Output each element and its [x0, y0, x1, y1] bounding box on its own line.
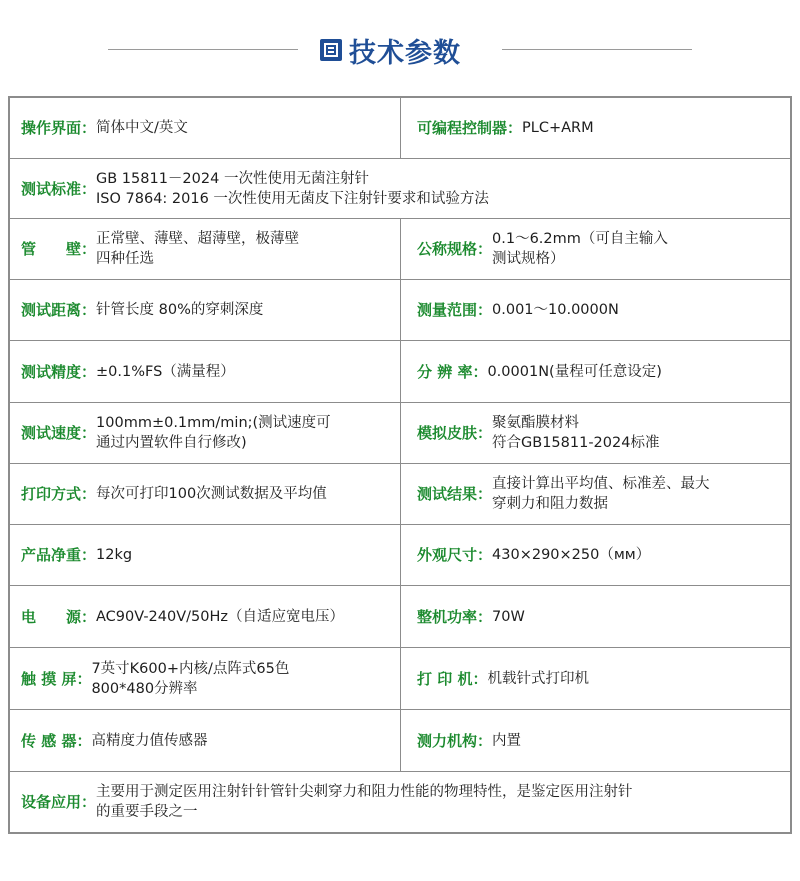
spec-row: [10, 280, 790, 341]
spec-value: 主要用于测定医用注射针针管针尖刺穿力和阻力性能的物理特性，是鉴定医用注射针 的重要手段之一: [96, 784, 633, 820]
spec-cell-left: [10, 219, 401, 279]
spec-label: 测试速度：: [21, 424, 97, 442]
spec-row: [10, 219, 790, 280]
spec-cell-right: [401, 280, 790, 340]
spec-label: 管 壁：: [21, 240, 97, 258]
spec-label: 电 源：: [21, 607, 97, 626]
spec-value: GB 15811－2024 一次性使用无菌注射针 ISO 7864: 2016 一次性使用无菌皮下注射针要求和试验方法: [96, 170, 489, 207]
spec-cell-left: [10, 280, 401, 340]
spec-label: 测试距离：: [21, 301, 97, 319]
spec-label: 操作界面：: [21, 119, 97, 137]
spec-cell-right: [401, 586, 790, 647]
spec-label: 测试结果：: [417, 485, 493, 503]
page-title: 技术参数: [349, 37, 461, 69]
spec-label: 模拟皮肤：: [417, 424, 493, 442]
spec-row: [10, 159, 790, 219]
spec-label: 分 辨 率：: [417, 362, 488, 381]
spec-label: 传 感 器：: [21, 731, 92, 750]
spec-row: [10, 648, 790, 710]
spec-value: 0.0001N(量程可任意设定): [487, 363, 662, 380]
spec-row: [10, 586, 790, 648]
spec-value: 高精度力值传感器: [91, 732, 208, 749]
header-title-group: [320, 32, 461, 68]
spec-label: 测量范围：: [417, 301, 493, 319]
spec-label: 测力机构：: [417, 731, 493, 750]
spec-cell-left: [10, 98, 401, 158]
spec-label: 测试精度：: [21, 362, 97, 381]
spec-value: 12kg: [96, 547, 133, 563]
spec-value: 机载针式打印机: [487, 670, 589, 687]
spec-cell-right: [401, 648, 790, 709]
spec-row: [10, 710, 790, 772]
spec-label: 整机功率：: [417, 607, 493, 626]
spec-value: 正常壁、薄壁、超薄壁，极薄壁 四种任选: [96, 231, 300, 267]
spec-label: 可编程控制器：: [417, 119, 523, 137]
spec-cell-left: [10, 403, 401, 463]
spec-cell-left: [10, 648, 401, 709]
spec-cell-right: [401, 403, 790, 463]
spec-value: 每次可打印100次测试数据及平均值: [96, 486, 327, 502]
spec-cell-right: [401, 464, 790, 524]
spec-row: [10, 403, 790, 464]
spec-label: 打 印 机：: [417, 669, 488, 688]
spec-cell-full: [10, 159, 790, 218]
spec-value: 简体中文/英文: [96, 120, 188, 136]
spec-cell-right: [401, 710, 790, 771]
spec-label: 产品净重：: [21, 546, 97, 564]
spec-cell-full: [10, 772, 790, 832]
spec-value: AC90V-240V/50Hz（自适应宽电压）: [96, 608, 345, 625]
spec-cell-right: [401, 525, 790, 585]
spec-cell-left: [10, 710, 401, 771]
spec-label: 公称规格：: [417, 240, 493, 258]
spec-value: 70W: [492, 608, 525, 625]
spec-label: 打印方式：: [21, 485, 97, 503]
spec-cell-right: [401, 341, 790, 402]
spec-label: 触 摸 屏：: [21, 669, 92, 688]
spec-value: 100mm±0.1mm/min;(测试速度可 通过内置软件自行修改): [96, 415, 331, 451]
spec-table: [8, 96, 792, 834]
spec-value: 0.001～10.0000N: [492, 302, 619, 318]
spec-cell-right: [401, 219, 790, 279]
spec-row: [10, 98, 790, 159]
spec-label: 设备应用：: [21, 793, 97, 811]
spec-value: 7英寸K600+内核/点阵式65色 800*480分辨率: [91, 660, 290, 697]
spec-value: 430×290×250（мм）: [492, 547, 651, 563]
spec-cell-left: [10, 341, 401, 402]
document-icon: [320, 39, 342, 61]
spec-cell-left: [10, 525, 401, 585]
spec-value: 内置: [492, 732, 522, 749]
spec-cell-left: [10, 464, 401, 524]
spec-value: 针管长度 80%的穿刺深度: [96, 302, 264, 318]
spec-value: PLC+ARM: [522, 120, 594, 136]
spec-row: [10, 464, 790, 525]
spec-cell-left: [10, 586, 401, 647]
spec-value: 0.1～6.2mm（可自主输入 测试规格）: [492, 231, 668, 267]
spec-row: [10, 772, 790, 832]
spec-label: 测试标准：: [21, 179, 97, 198]
spec-value: 直接计算出平均值、标准差、最大 穿刺力和阻力数据: [492, 476, 710, 512]
header-divider-right: [502, 49, 692, 50]
header-divider-left: [108, 49, 298, 50]
section-header: [0, 32, 800, 72]
spec-row: [10, 341, 790, 403]
spec-cell-right: [401, 98, 790, 158]
spec-label: 外观尺寸：: [417, 546, 493, 564]
spec-row: [10, 525, 790, 586]
spec-value: ±0.1%FS（满量程）: [96, 363, 235, 380]
spec-value: 聚氨酯膜材料 符合GB15811-2024标准: [492, 415, 660, 451]
